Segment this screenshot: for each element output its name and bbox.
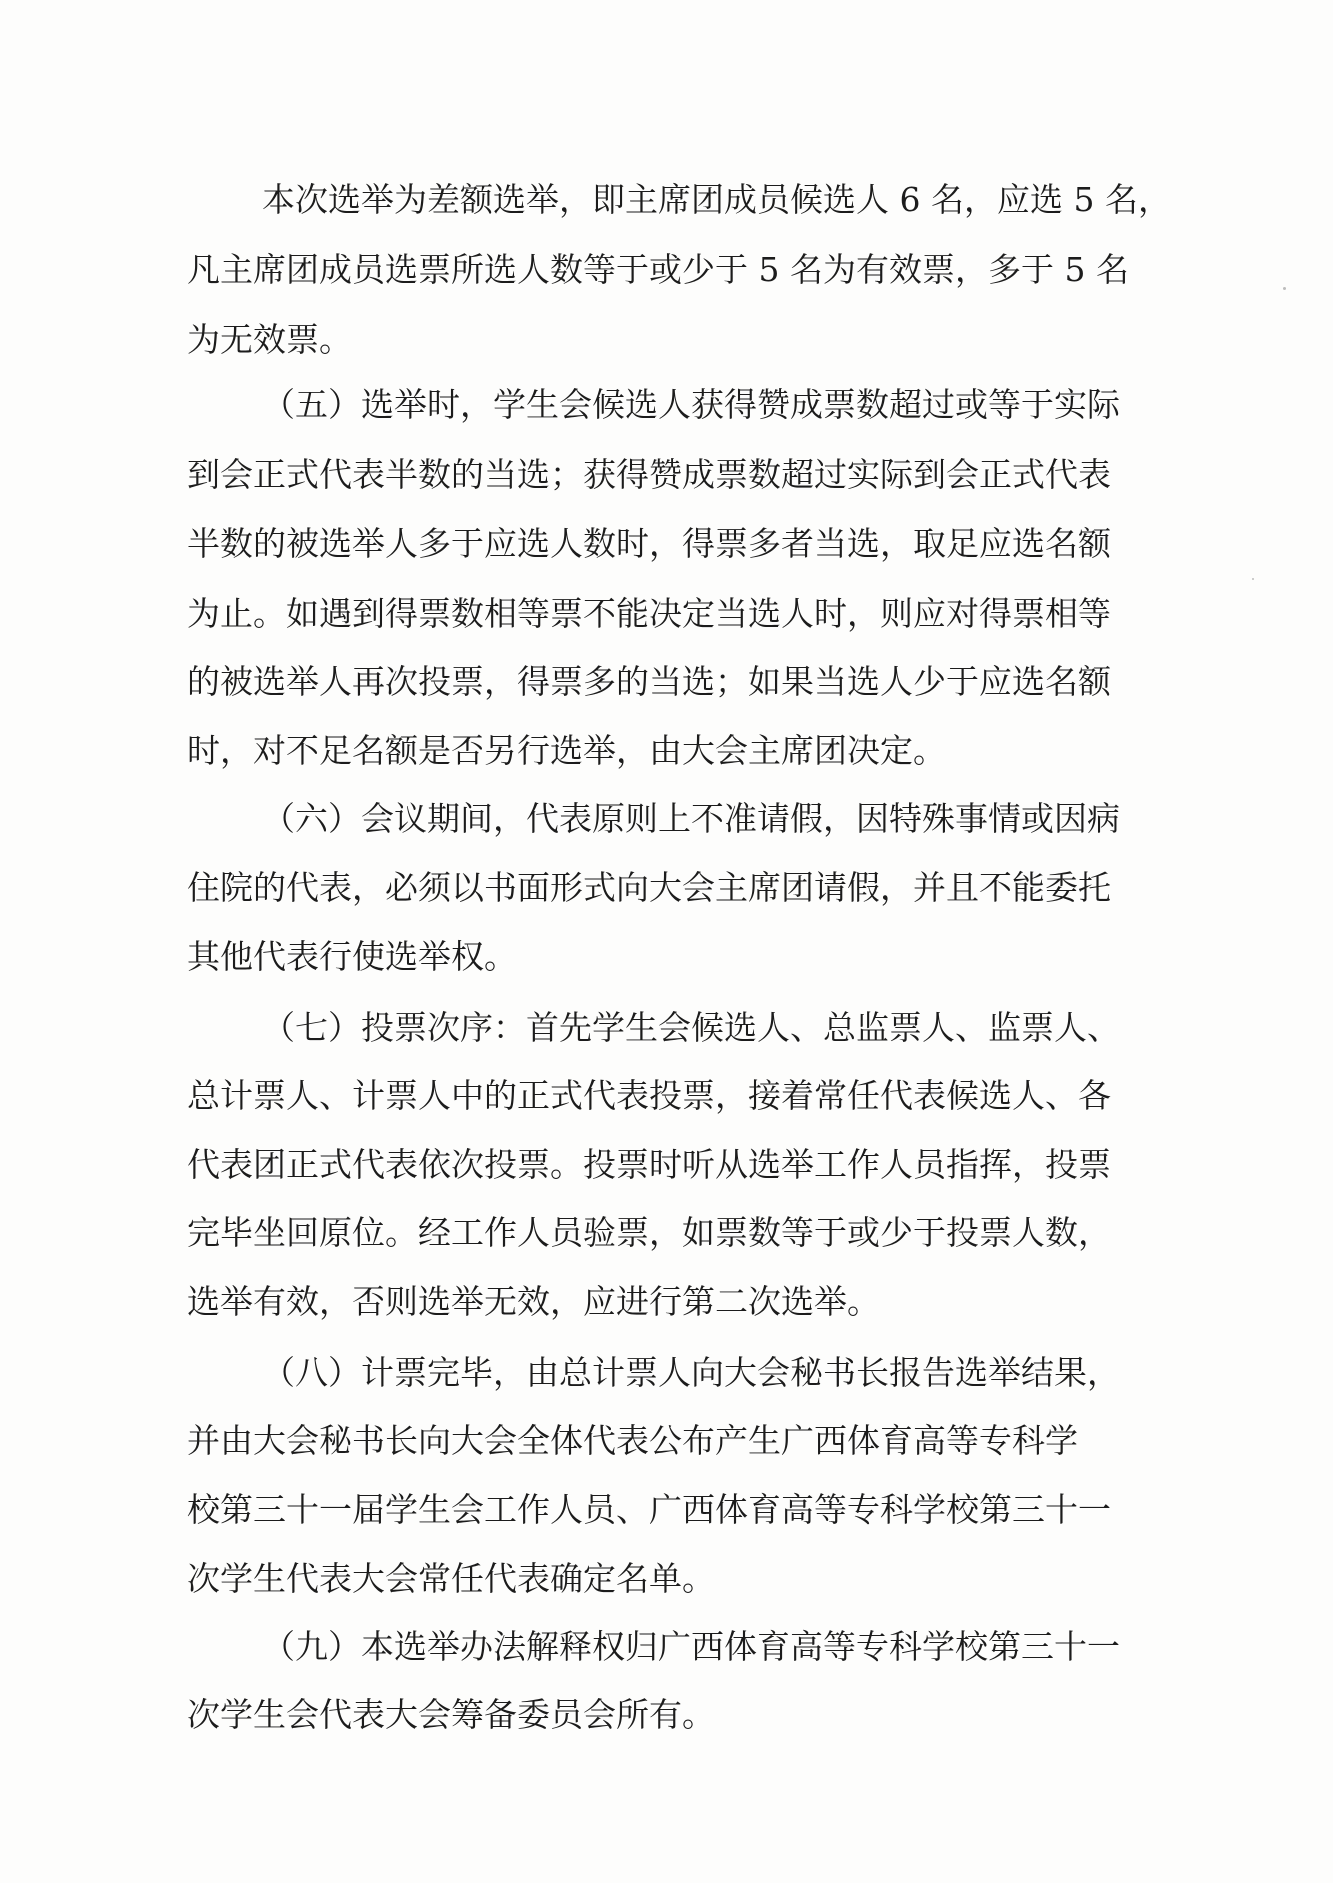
text-line-13: （七）投票次序：首先学生会候选人、总监票人、监票人、	[262, 1008, 1120, 1047]
text-line-19: 并由大会秘书长向大会全体代表公布产生广西体育高等专科学	[187, 1421, 1078, 1460]
text-line-22: （九）本选举办法解释权归广西体育高等专科学校第三十一	[262, 1627, 1120, 1666]
text-line-7: 为止。如遇到得票数相等票不能决定当选人时，则应对得票相等	[187, 594, 1111, 633]
text-line-14: 总计票人、计票人中的正式代表投票，接着常任代表候选人、各	[187, 1076, 1111, 1115]
scan-speck	[1283, 287, 1286, 290]
text-line-16: 完毕坐回原位。经工作人员验票，如票数等于或少于投票人数，	[187, 1213, 1111, 1252]
text-line-9: 时，对不足名额是否另行选举，由大会主席团决定。	[187, 731, 946, 770]
text-line-18: （八）计票完毕，由总计票人向大会秘书长报告选举结果，	[262, 1353, 1120, 1392]
text-line-8: 的被选举人再次投票，得票多的当选；如果当选人少于应选名额	[187, 662, 1111, 701]
text-line-3: 为无效票。	[187, 320, 352, 359]
text-line-20: 校第三十一届学生会工作人员、广西体育高等专科学校第三十一	[187, 1490, 1111, 1529]
text-line-4: （五）选举时，学生会候选人获得赞成票数超过或等于实际	[262, 385, 1120, 424]
text-line-6: 半数的被选举人多于应选人数时，得票多者当选，取足应选名额	[187, 524, 1111, 563]
text-line-10: （六）会议期间，代表原则上不准请假，因特殊事情或因病	[262, 799, 1120, 838]
text-line-11: 住院的代表，必须以书面形式向大会主席团请假，并且不能委托	[187, 868, 1111, 907]
text-line-12: 其他代表行使选举权。	[187, 937, 517, 976]
text-line-15: 代表团正式代表依次投票。投票时听从选举工作人员指挥，投票	[187, 1145, 1111, 1184]
text-line-23: 次学生会代表大会筹备委员会所有。	[187, 1695, 715, 1734]
text-line-5: 到会正式代表半数的当选；获得赞成票数超过实际到会正式代表	[187, 455, 1111, 494]
text-line-17: 选举有效，否则选举无效，应进行第二次选举。	[187, 1282, 880, 1321]
text-line-1: 本次选举为差额选举，即主席团成员候选人 6 名，应选 5 名，	[262, 180, 1171, 219]
text-line-2: 凡主席团成员选票所选人数等于或少于 5 名为有效票，多于 5 名	[187, 250, 1129, 289]
text-line-21: 次学生代表大会常任代表确定名单。	[187, 1559, 715, 1598]
scan-speck	[1252, 578, 1254, 580]
